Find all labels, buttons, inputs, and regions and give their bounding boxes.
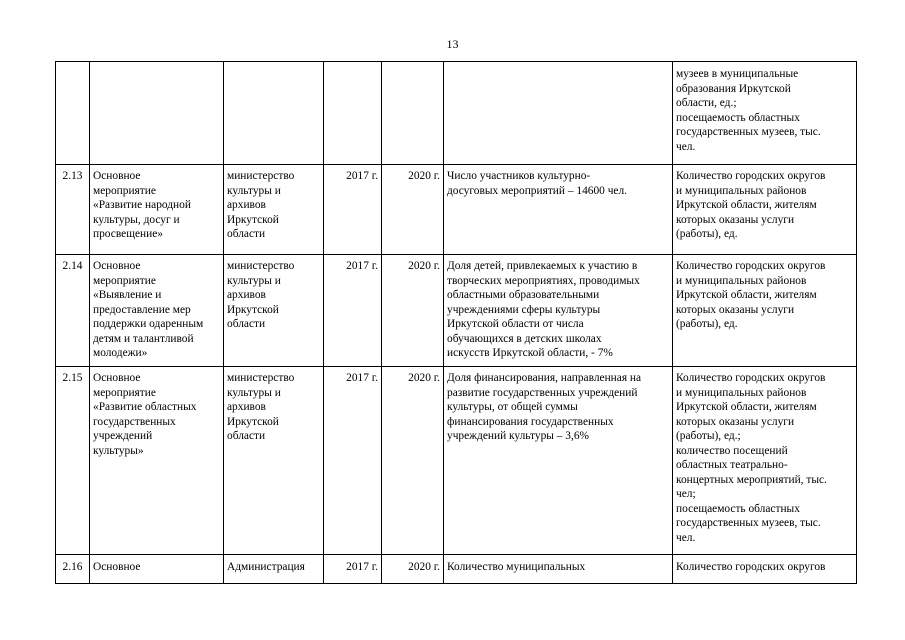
executor-cell-line: Администрация [227, 561, 305, 573]
table-row [56, 62, 857, 165]
indicator-cell-line: развитие государственных учреждений [447, 386, 638, 399]
result-cell-line: Количество городских округов [676, 372, 826, 384]
result-cell-line: образования Иркутской [676, 82, 791, 95]
executor-cell-line: культуры и [227, 274, 281, 287]
event-name-cell-line: мероприятие [93, 274, 156, 287]
executor-cell [224, 165, 324, 255]
executor-cell-line: области [227, 430, 266, 442]
result-cell-line: и муниципальных районов [676, 386, 807, 399]
event-name-cell-line: Основное [93, 170, 141, 182]
indicator-cell-line: Число участников культурно- [447, 170, 591, 182]
executor-cell-line: министерство [227, 372, 295, 384]
result-cell-line: которых оказаны услуги [676, 415, 795, 428]
indicator-cell [444, 255, 673, 367]
table-row [56, 555, 857, 584]
executor-cell-line: архивов [227, 199, 266, 211]
result-cell-line: государственных музеев, тыс. [676, 517, 821, 529]
result-cell-line: Иркутской области, жителям [676, 199, 817, 211]
event-name-cell-line: молодежи» [93, 347, 148, 359]
result-cell-line: Иркутской области, жителям [676, 401, 817, 413]
start-year-cell [324, 62, 382, 165]
event-name-cell-line: поддержки одаренным [93, 318, 204, 330]
event-name-cell [90, 367, 224, 555]
executor-cell-line: Иркутской [227, 303, 279, 316]
result-cell [673, 555, 857, 584]
row-number-cell: 2.16 [56, 555, 90, 584]
result-cell-line: количество посещений [676, 444, 788, 457]
executor-cell [224, 367, 324, 555]
event-name-cell-line: детям и талантливой [93, 332, 194, 345]
event-name-cell-line: культуры» [93, 444, 144, 457]
result-cell [673, 165, 857, 255]
event-name-cell [90, 555, 224, 584]
indicator-cell-line: учреждениями сферы культуры [447, 303, 601, 316]
result-cell-line: (работы), ед. [676, 318, 738, 330]
result-cell-line: Количество городских округов [676, 260, 826, 272]
indicator-cell-line: Количество муниципальных [447, 561, 586, 573]
result-cell-line: и муниципальных районов [676, 274, 807, 287]
indicator-cell-line: Иркутской области от числа [447, 318, 584, 330]
indicator-cell-line: досуговых мероприятий – 14600 чел. [447, 184, 628, 197]
result-cell-line: музеев в муниципальные [676, 68, 799, 80]
result-cell-line: чел. [676, 140, 696, 153]
row-number-cell: 2.15 [56, 367, 90, 555]
event-name-cell-line: просвещение» [93, 228, 163, 240]
event-name-cell-line: Основное [93, 372, 141, 384]
executor-cell-line: министерство [227, 170, 295, 182]
program-events-table [55, 61, 857, 584]
indicator-cell-line: культуры, от общей суммы [447, 401, 578, 413]
event-name-cell-line: предоставление мер [93, 303, 191, 316]
result-cell-line: (работы), ед. [676, 228, 738, 240]
result-cell-line: (работы), ед.; [676, 430, 741, 442]
result-cell-line: Количество городских округов [676, 170, 826, 182]
end-year-cell [382, 62, 444, 165]
row-number-cell: 2.14 [56, 255, 90, 367]
executor-cell [224, 62, 324, 165]
indicator-cell [444, 367, 673, 555]
indicator-cell [444, 62, 673, 165]
table-row [56, 165, 857, 255]
result-cell-line: которых оказаны услуги [676, 213, 795, 226]
indicator-cell-line: Доля финансирования, направленная на [447, 372, 642, 384]
event-name-cell [90, 255, 224, 367]
executor-cell-line: Иркутской [227, 415, 279, 428]
row-number-cell [56, 62, 90, 165]
start-year-cell: 2017 г. [324, 255, 382, 367]
executor-cell-line: архивов [227, 401, 266, 413]
indicator-cell-line: областными образовательными [447, 289, 600, 301]
end-year-cell: 2020 г. [382, 367, 444, 555]
executor-cell-line: области [227, 318, 266, 330]
indicator-cell-line: Доля детей, привлекаемых к участию в [447, 260, 638, 272]
executor-cell-line: министерство [227, 260, 295, 272]
event-name-cell-line: Основное [93, 561, 141, 573]
result-cell-line: посещаемость областных [676, 111, 800, 124]
result-cell-line: Количество городских округов [676, 561, 826, 573]
result-cell-line: Иркутской области, жителям [676, 289, 817, 301]
event-name-cell-line: мероприятие [93, 386, 156, 399]
result-cell-line: которых оказаны услуги [676, 303, 795, 316]
executor-cell-line: области [227, 228, 266, 240]
event-name-cell-line: государственных [93, 415, 176, 428]
event-name-cell-line: мероприятие [93, 184, 156, 197]
executor-cell [224, 255, 324, 367]
event-name-cell-line: «Развитие народной [93, 199, 191, 211]
executor-cell [224, 555, 324, 584]
start-year-cell: 2017 г. [324, 165, 382, 255]
executor-cell-line: Иркутской [227, 213, 279, 226]
event-name-cell-line: учреждений [93, 430, 153, 442]
event-name-cell-line: Основное [93, 260, 141, 272]
result-cell-line: концертных мероприятий, тыс. [676, 473, 827, 486]
result-cell-line: государственных музеев, тыс. [676, 126, 821, 138]
start-year-cell: 2017 г. [324, 367, 382, 555]
result-cell-line: чел; [676, 488, 696, 500]
executor-cell-line: культуры и [227, 386, 281, 399]
result-cell-line: области, ед.; [676, 97, 737, 109]
indicator-cell-line: обучающихся в детских школах [447, 332, 602, 345]
result-cell-line: посещаемость областных [676, 502, 800, 515]
result-cell-line: и муниципальных районов [676, 184, 807, 197]
result-cell-line: областных театрально- [676, 459, 788, 471]
result-cell-line: чел. [676, 531, 696, 544]
result-cell [673, 62, 857, 165]
table-row [56, 255, 857, 367]
indicator-cell-line: учреждений культуры – 3,6% [447, 430, 590, 442]
indicator-cell-line: финансирования государственных [447, 415, 614, 428]
result-cell [673, 255, 857, 367]
event-name-cell-line: «Развитие областных [93, 401, 197, 413]
indicator-cell-line: искусств Иркутской области, - 7% [447, 347, 613, 359]
end-year-cell: 2020 г. [382, 165, 444, 255]
indicator-cell [444, 165, 673, 255]
executor-cell-line: архивов [227, 289, 266, 301]
executor-cell-line: культуры и [227, 184, 281, 197]
end-year-cell: 2020 г. [382, 255, 444, 367]
event-name-cell-line: «Выявление и [93, 289, 162, 301]
result-cell [673, 367, 857, 555]
event-name-cell-line: культуры, досуг и [93, 213, 180, 226]
event-name-cell [90, 62, 224, 165]
end-year-cell: 2020 г. [382, 555, 444, 584]
row-number-cell: 2.13 [56, 165, 90, 255]
indicator-cell [444, 555, 673, 584]
event-name-cell [90, 165, 224, 255]
page-number: 13 [446, 37, 459, 51]
table-row [56, 367, 857, 555]
start-year-cell: 2017 г. [324, 555, 382, 584]
indicator-cell-line: творческих мероприятиях, проводимых [447, 274, 640, 287]
